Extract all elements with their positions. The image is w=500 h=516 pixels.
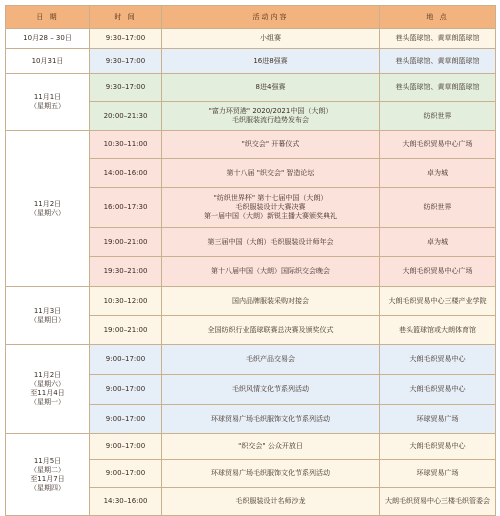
date-cell: 11月2日 （星期六） (6, 131, 90, 287)
date-cell: 11月3日 （星期日） (6, 287, 90, 345)
activity-cell: 第十八届中国（大朗）国际织交会晚会 (162, 257, 380, 287)
table-row (6, 131, 496, 159)
location-cell: 大朗毛织贸易中心三楼产业学院 (380, 287, 496, 316)
activity-cell: 毛织产品交易会 (162, 345, 380, 375)
activity-cell: "纺织世界杯" 第十七届中国（大朗） 毛织服装设计大赛决赛 第一届中国（大朗）新锐主播大赛颁奖典礼 (162, 188, 380, 228)
table-row (6, 74, 496, 102)
activity-cell: 国内品牌服装采购对接会 (162, 287, 380, 316)
date-cell: 11月1日 （星期五） (6, 74, 90, 131)
activity-cell: "织交会" 公众开放日 (162, 434, 380, 460)
location-cell: 大朗毛织贸易中心广场 (380, 131, 496, 159)
table-row (6, 29, 496, 49)
activity-cell: "富力环贸港" 2020/2021中国（大朗） 毛织服装流行趋势发布会 (162, 102, 380, 131)
time-cell: 16:00–17:30 (90, 188, 162, 228)
location-cell: 纺织世界 (380, 102, 496, 131)
header-location: 地 点 (380, 6, 496, 29)
header-row (6, 6, 496, 29)
time-cell: 9:00–17:00 (90, 405, 162, 434)
location-cell: 大朗毛织贸易中心 (380, 375, 496, 405)
location-cell: 卓为城 (380, 228, 496, 257)
time-cell: 10:30–12:00 (90, 287, 162, 316)
location-cell: 环球贸易广场 (380, 405, 496, 434)
time-cell: 19:00–21:00 (90, 228, 162, 257)
location-cell: 大朗毛织贸易中心三楼毛织管委会 (380, 488, 496, 516)
activity-cell: 第三届中国（大朗）毛织服装设计师年会 (162, 228, 380, 257)
activity-cell: "织交会" 开幕仪式 (162, 131, 380, 159)
location-cell: 巷头篮球馆、黄草朗篮球馆 (380, 74, 496, 102)
location-cell: 卓为城 (380, 159, 496, 188)
location-cell: 巷头篮球馆或大朗体育馆 (380, 316, 496, 345)
activity-cell: 小组赛 (162, 29, 380, 49)
time-cell: 9:30–17:00 (90, 74, 162, 102)
location-cell: 巷头篮球馆、黄草朗篮球馆 (380, 49, 496, 74)
time-cell: 20:00–21:30 (90, 102, 162, 131)
activity-cell: 环球贸易广场毛织服饰文化节系列活动 (162, 405, 380, 434)
location-cell: 大朗毛织贸易中心 (380, 345, 496, 375)
activity-cell: 16进8强赛 (162, 49, 380, 74)
time-cell: 9:00–17:00 (90, 345, 162, 375)
schedule-table (5, 5, 496, 516)
time-cell: 9:30–17:00 (90, 29, 162, 49)
date-cell: 10月31日 (6, 49, 90, 74)
date-cell: 11月5日 （星期二） 至11月7日 （星期四） (6, 434, 90, 516)
time-cell: 14:00–16:00 (90, 159, 162, 188)
table-row (6, 287, 496, 316)
date-cell: 11月2日 （星期六） 至11月4日 （星期一） (6, 345, 90, 434)
table-row (6, 345, 496, 375)
date-cell: 10月28 – 30日 (6, 29, 90, 49)
table-row (6, 434, 496, 460)
time-cell: 19:00–21:00 (90, 316, 162, 345)
time-cell: 10:30–11:00 (90, 131, 162, 159)
location-cell: 纺织世界 (380, 188, 496, 228)
activity-cell: 毛织风情文化节系列活动 (162, 375, 380, 405)
activity-cell: 第十八届 "织交会" 智造论坛 (162, 159, 380, 188)
activity-cell: 环球贸易广场毛织服饰文化节系列活动 (162, 460, 380, 488)
header-date: 日 期 (6, 6, 90, 29)
time-cell: 9:30–17:00 (90, 49, 162, 74)
activity-cell: 8进4强赛 (162, 74, 380, 102)
activity-cell: 全国纺织行业篮球联赛总决赛及颁奖仪式 (162, 316, 380, 345)
time-cell: 9:00–17:00 (90, 434, 162, 460)
header-activity: 活动内容 (162, 6, 380, 29)
time-cell: 14:30–16:00 (90, 488, 162, 516)
location-cell: 大朗毛织贸易中心 (380, 434, 496, 460)
time-cell: 9:00–17:00 (90, 375, 162, 405)
time-cell: 9:00–17:00 (90, 460, 162, 488)
location-cell: 巷头篮球馆、黄草朗篮球馆 (380, 29, 496, 49)
location-cell: 环球贸易广场 (380, 460, 496, 488)
header-time: 时 间 (90, 6, 162, 29)
activity-cell: 毛织服装设计名师沙龙 (162, 488, 380, 516)
schedule-body (6, 29, 496, 516)
table-row (6, 49, 496, 74)
time-cell: 19:30–21:00 (90, 257, 162, 287)
location-cell: 大朗毛织贸易中心广场 (380, 257, 496, 287)
